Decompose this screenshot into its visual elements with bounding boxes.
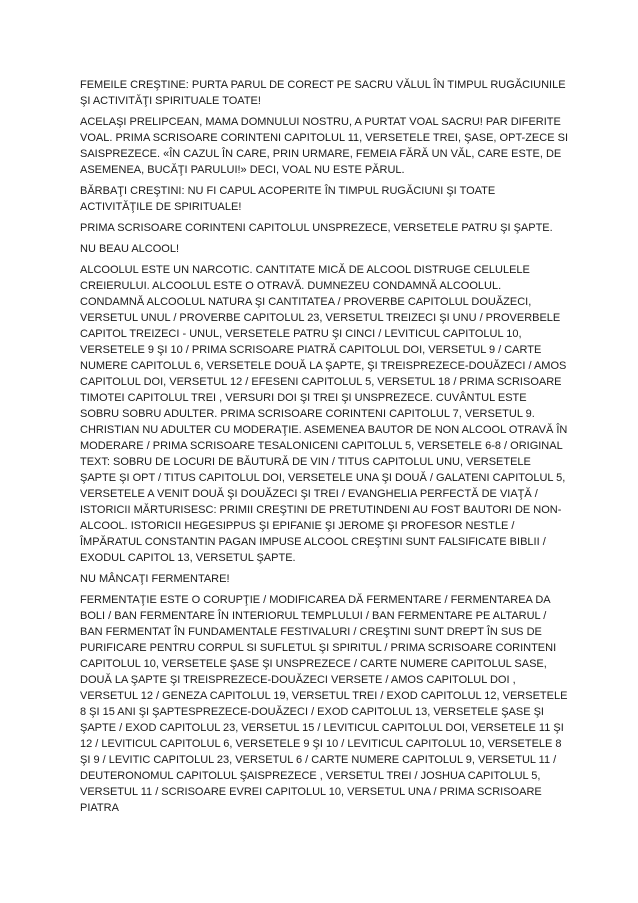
paragraph-veil-explanation: ACELAŞI PRELIPCEAN, MAMA DOMNULUI NOSTRU, A PURTAT VOAL SACRU! PAR DIFERITE VOAL. PRIMA SCRISOARE CORINTENI CAPITOLUL 11, VERSETELE TREI, ŞASE, OPT-ZECE SI SAISPREZECE. «ÎN CAZUL ÎN CARE, PRIN URMARE, FEMEIA FĂRĂ UN VĂL, CARE ESTE, DE ASEMENEA, BUCĂŢI PARULUI!» DECI, VOAL NU ESTE PĂRUL.	[80, 116, 569, 176]
paragraph-men-reference: PRIMA SCRISOARE CORINTENI CAPITOLUL UNSPREZECE, VERSETELE PATRU ŞI ŞAPTE.	[80, 222, 553, 234]
document-page	[80, 77, 568, 821]
heading-no-fermentation: NU MÂNCAŢI FERMENTARE!	[80, 573, 230, 585]
heading-no-alcohol: NU BEAU ALCOOL!	[80, 243, 180, 255]
paragraph-women-veil: FEMEILE CREŞTINE: PURTA PARUL DE CORECT PE SACRU VĂLUL ÎN TIMPUL RUGĂCIUNILE ŞI ACTIVITĂŢI SPIRITUALE TOATE!	[80, 79, 566, 107]
paragraph-men-head: BĂRBAŢI CREŞTINI: NU FI CAPUL ACOPERITE ÎN TIMPUL RUGĂCIUNI ŞI TOATE ACTIVITĂŢILE DE SPIRITUALE!	[80, 185, 496, 213]
paragraph-fermentation: FERMENTAŢIE ESTE O CORUPŢIE / MODIFICAREA DĂ FERMENTARE / FERMENTAREA DA BOLI / BAN FERMENTARE ÎN INTERIORUL TEMPLULUI / BAN FERMENTARE PE ALTARUL / BAN FERMENTAT ÎN FUNDAMENTALE FESTIVALURI / CREŞTINI SUNT DREPT ÎN SUS DE PURIFICARE PENTRU CORPUL SI SUFLETUL ŞI SPIRITUL / PRIMA SCRISOARE CORINTENI CAPITOLUL 10, VERSETELE ŞASE ŞI UNSPREZECE / CARTE NUMERE CAPITOLUL SASE, DOUĂ LA ŞAPTE ŞI TREISPREZECE-DOUĂZECI VERSETE / AMOS CAPITOLUL DOI , VERSETUL 12 / GENEZA CAPITOLUL 19, VERSETUL TREI / EXOD CAPITOLUL 12, VERSETELE 8 ŞI 15 ANI ŞI ŞAPTESPREZECE-DOUĂZECI / EXOD CAPITOLUL 13, VERSETELE ŞASE ŞI ŞAPTE / EXOD CAPITOLUL 23, VERSETUL 15 / LEVITICUL CAPITOLUL DOI, VERSETELE 11 ŞI 12 / LEVITICUL CAPITOLUL 6, VERSETELE 9 ŞI 10 / LEVITICUL CAPITOLUL 10, VERSETELE 8 ŞI 9 / LEVITIC CAPITOLUL 23, VERSETUL 6 / CARTE NUMERE CAPITOLUL 9, VERSETUL 11 / DEUTERONOMUL CAPITOLUL ŞAISPREZECE , VERSETUL TREI / JOSHUA CAPITOLUL 5, VERSETUL 11 / SCRISOARE EVREI CAPITOLUL 10, VERSETUL UNA / PRIMA SCRISOARE PIATRA	[80, 594, 568, 814]
paragraph-alcohol: ALCOOLUL ESTE UN NARCOTIC. CANTITATE MICĂ DE ALCOOL DISTRUGE CELULELE CREIERULUI. ALCOOLUL ESTE O OTRAVĂ. DUMNEZEU CONDAMNĂ ALCOOLUL. CONDAMNĂ ALCOOLUL NATURA ŞI CANTITATEA / PROVERBE CAPITOLUL DOUĂZECI, VERSETUL UNUL / PROVERBE CAPITOLUL 23, VERSETUL TREIZECI ŞI UNU / PROVERBELE CAPITOL TREIZECI - UNUL, VERSETELE PATRU ŞI CINCI / LEVITICUL CAPITOLUL 10, VERSETELE 9 ŞI 10 / PRIMA SCRISOARE PIATRĂ CAPITOLUL DOI, VERSETUL 9 / CARTE NUMERE CAPITOLUL 6, VERSETELE DOUĂ LA ŞAPTE, ŞI TREISPREZECE-DOUĂZECI / AMOS CAPITOLUL DOI, VERSETUL 12 / EFESENI CAPITOLUL 5, VERSETUL 18 / PRIMA SCRISOARE TIMOTEI CAPITOLUL TREI , VERSURI DOI ŞI TREI ŞI UNSPREZECE. CUVÂNTUL ESTE SOBRU SOBRU ADULTER. PRIMA SCRISOARE CORINTENI CAPITOLUL 7, VERSETUL 9. CHRISTIAN NU ADULTER CU MODERAŢIE. ASEMENEA BAUTOR DE NON ALCOOL OTRAVĂ ÎN MODERARE / PRIMA SCRISOARE TESALONICENI CAPITOLUL 5, VERSETELE 6-8 / ORIGINAL TEXT: SOBRU DE LOCURI DE BĂUTURĂ DE VIN / TITUS CAPITOLUL UNU, VERSETELE ŞAPTE ŞI OPT / TITUS CAPITOLUL DOI, VERSETELE UNA ŞI DOUĂ / GALATENI CAPITOLUL 5, VERSETELE A VENIT DOUĂ ŞI DOUĂZECI ŞI TREI / EVANGHELIA PERFECTĂ DE VIAŢĂ / ISTORICII MĂRTURISESC: PRIMII CREŞTINI DE PRETUTINDENI AU FOST BAUTORI DE NON-ALCOOL. ISTORICII HEGESIPPUS ŞI EPIFANIE ŞI JEROME ŞI PROFESOR NESTLE / ÎMPĂRATUL CONSTANTIN PAGAN IMPUSE ALCOOL CREŞTINI SUNT FALSIFICATE BIBLII / EXODUL CAPITOL 13, VERSETUL ŞAPTE.	[80, 264, 568, 564]
